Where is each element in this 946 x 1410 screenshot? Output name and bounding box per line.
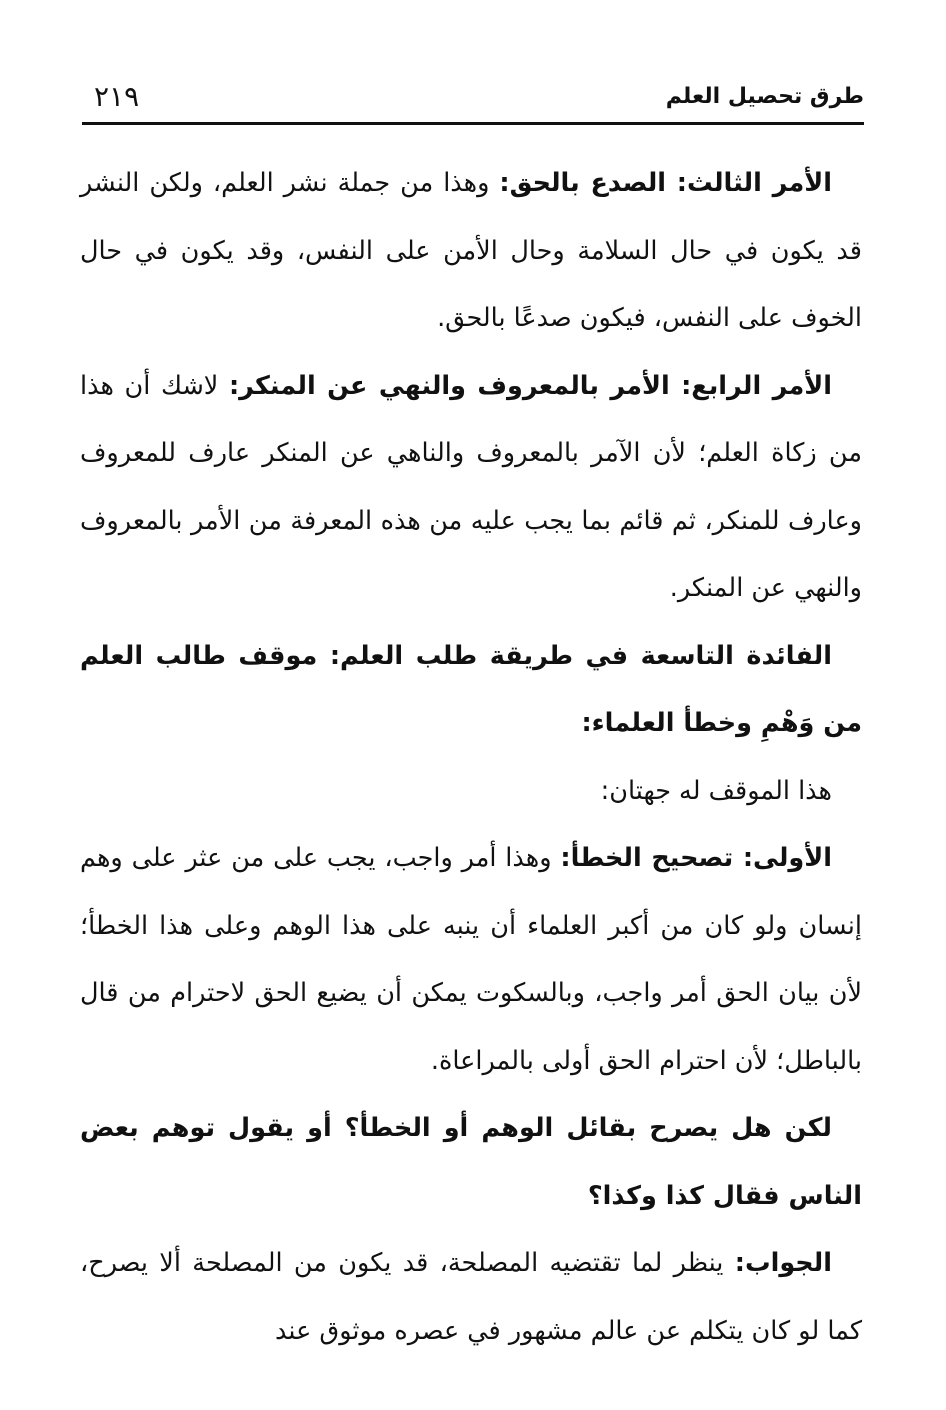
header-divider (82, 122, 864, 125)
paragraph-answer (80, 1230, 862, 1365)
paragraph-lead: الأمر الثالث: الصدع بالحق: (499, 168, 832, 198)
paragraph-third-matter (80, 150, 862, 353)
paragraph-first-aspect (80, 825, 862, 1095)
paragraph-lead: الأولى: تصحيح الخطأ: (560, 843, 832, 873)
paragraph-fourth-matter (80, 353, 862, 623)
page-number: ٢١٩ (94, 80, 140, 113)
section-heading-ninth-benefit: الفائدة التاسعة في طريقة طلب العلم: موقف طالب العلم من وَهْمِ وخطأ العلماء: (80, 640, 862, 738)
paragraph-lead: الأمر الرابع: الأمر بالمعروف والنهي عن المنكر: (228, 370, 832, 401)
question-heading: لكن هل يصرح بقائل الوهم أو الخطأ؟ أو يقول توهم بعض الناس فقال كذا وكذا؟ (80, 1113, 862, 1211)
body-text (80, 150, 862, 1365)
paragraph-text: وهذا أمر واجب، يجب على من عثر على وهم إنسان ولو كان من أكبر العلماء أن ينبه على هذا الوهم وعلى هذا الخطأ؛ لأن بيان الحق أمر واجب، وبالسكوت يمكن أن يضيع الحق لاحترام من قال بالباطل؛ لأن احترام الحق أولى بالمراعاة. (80, 843, 862, 1076)
paragraph-text: لاشك أن هذا من زكاة العلم؛ لأن الآمر بالمعروف والناهي عن المنكر عارف للمعروف وعارف للمنكر، ثم قائم بما يجب عليه من هذه المعرفة من الأمر بالمعروف والنهي عن المنكر. (80, 370, 862, 603)
paragraph-two-aspects: هذا الموقف له جهتان: (600, 775, 832, 806)
paragraph-lead: الجواب: (734, 1248, 832, 1278)
running-header (82, 82, 864, 120)
paragraph-text: وهذا من جملة نشر العلم، ولكن النشر قد يكون في حال السلامة وحال الأمن على النفس، وقد يكون في حال الخوف على النفس، فيكون صدعًا بالحق. (80, 168, 862, 333)
paragraph-text: ينظر لما تقتضيه المصلحة، قد يكون من المصلحة ألا يصرح، كما لو كان يتكلم عن عالم مشهور في عصره موثوق عند (80, 1248, 862, 1346)
book-title: طرق تحصيل العلم (665, 84, 864, 109)
